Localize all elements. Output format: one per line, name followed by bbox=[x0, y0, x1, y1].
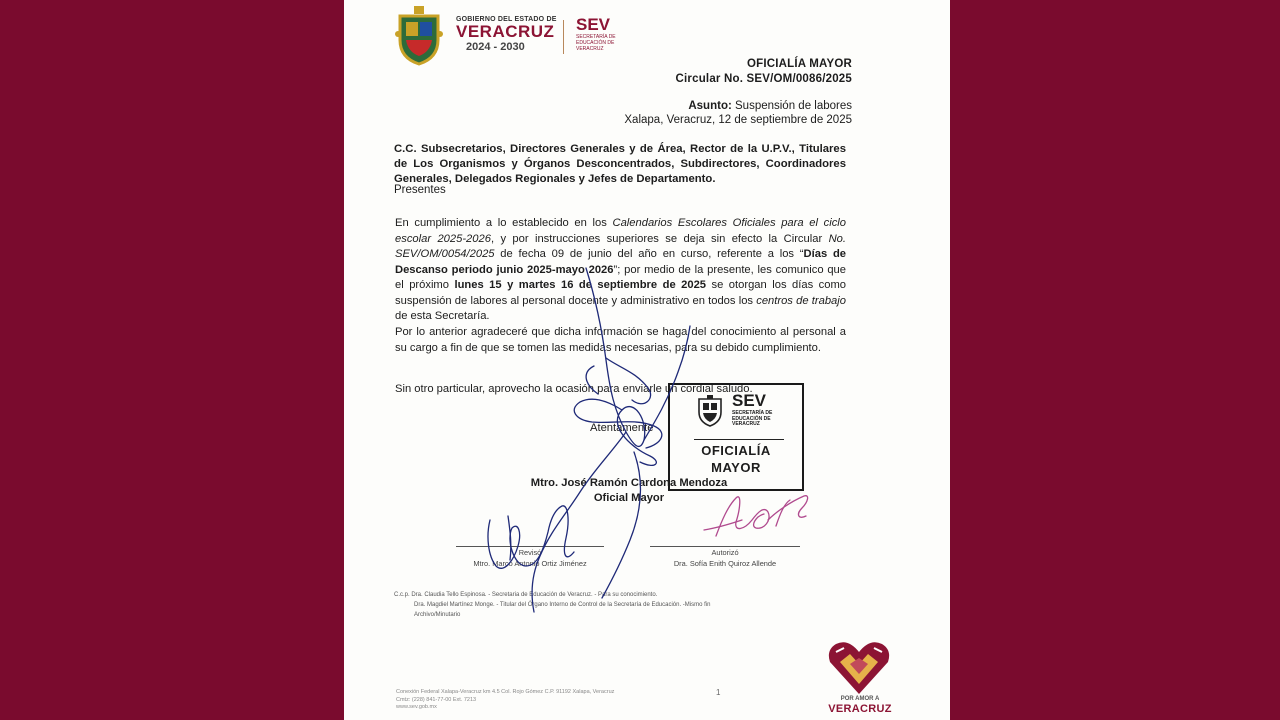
stamp-line1: OFICIALÍA bbox=[701, 443, 771, 458]
page-number: 1 bbox=[716, 688, 721, 697]
official-stamp bbox=[668, 383, 804, 491]
office-heading: OFICIALÍA MAYOR bbox=[746, 58, 852, 70]
p2-b: debido cumplimiento. bbox=[715, 341, 821, 354]
p1-h: lunes 15 y martes 16 de septiembre de 2025 bbox=[454, 279, 707, 291]
veracruz-seal-icon bbox=[394, 6, 444, 66]
government-line2: VERACRUZ bbox=[456, 22, 555, 41]
sev-logo bbox=[576, 16, 620, 52]
p1-a: En cumplimiento a lo establecido en los bbox=[395, 217, 613, 229]
amor-line2: VERACRUZ bbox=[828, 703, 892, 715]
header-divider bbox=[563, 20, 564, 54]
closing: Atentamente bbox=[590, 422, 654, 434]
p1-k: de esta Secretaría. bbox=[395, 310, 490, 322]
body-paragraph-3: Sin otro particular, aprovecho la ocasión para enviarle un cordial saludo. bbox=[395, 383, 753, 395]
stamp-line2: MAYOR bbox=[711, 460, 761, 475]
amor-line1: POR AMOR A bbox=[840, 696, 880, 702]
document-page bbox=[344, 0, 950, 720]
footer-line2: Cmtz: (228) 841-77-00 Ext. 7213 bbox=[396, 696, 477, 703]
ccp-line: Dra. Magdiel Martínez Monge. - Titular del Órgano Interno de Control de la Secretaría de Educación. -Mismo fin bbox=[414, 602, 711, 608]
government-logo bbox=[456, 16, 557, 53]
subject-line bbox=[688, 100, 852, 112]
p1-d: No. SEV/OM/0054/2025 bbox=[395, 232, 846, 260]
government-line1: GOBIERNO DEL ESTADO DE bbox=[456, 16, 557, 23]
p1-f: Días de Descanso periodo junio 2025-mayo 2026 bbox=[395, 248, 846, 276]
stamp-seal-icon bbox=[696, 395, 724, 427]
body-paragraph-2 bbox=[395, 325, 846, 356]
p2-a: Por lo anterior agradeceré que dicha información se haga del conocimiento al personal a su cargo a fin de que se tomen las medidas necesarias, para su bbox=[395, 326, 846, 354]
p1-i: se otorgan los días como suspensión de labores al personal docente y administrativo en todos los bbox=[395, 279, 847, 307]
sev-title: SEV bbox=[576, 15, 611, 34]
reviewed-label: Revisó bbox=[518, 548, 542, 557]
stamp-title: SEV bbox=[732, 391, 767, 410]
p1-c: , y por instrucciones superiores se deja sin efecto la Circular bbox=[490, 232, 829, 245]
subject-text: Suspensión de labores bbox=[735, 100, 852, 112]
p1-b: Calendarios Escolares Oficiales para el ciclo escolar 2025-2026 bbox=[395, 217, 847, 245]
body-paragraph-1 bbox=[395, 216, 846, 325]
p1-j: centros de trabajo bbox=[756, 294, 846, 307]
signer-title: Oficial Mayor bbox=[593, 492, 665, 504]
copies-list bbox=[394, 590, 710, 620]
heart-logo-icon bbox=[826, 640, 892, 696]
p1-g: ”; por medio de la presente, les comunico que el próximo bbox=[395, 263, 846, 291]
signer-block bbox=[484, 476, 774, 506]
presentes: Presentes bbox=[394, 184, 446, 196]
footer-line1: Conexión Federal Xalapa-Veracruz km 4.5 Col. Rojo Gómez C.P. 91192 Xalapa, Veracruz bbox=[396, 689, 615, 695]
signer-name: Mtro. José Ramón Cardona Mendoza bbox=[530, 477, 728, 489]
reviewed-signature-line bbox=[456, 546, 604, 547]
amor-veracruz-text bbox=[822, 694, 898, 714]
reviewed-name: Mtro. Marco Antonio Ortiz Jiménez bbox=[473, 559, 587, 568]
stamp-subtitle: SECRETARÍA DE EDUCACIÓN DE VERACRUZ bbox=[732, 410, 773, 427]
authorized-label: Autorizó bbox=[711, 548, 739, 557]
recipients: C.C. Subsecretarios, Directores Generales y de Área, Rector de la U.P.V., Titulares de Los Organismos y Órganos Desconcentrados, Subdirectores, Coordinadores Generales, Delegados Regionales y Jefes de Departamento. bbox=[394, 143, 846, 185]
subject-label: Asunto: bbox=[688, 100, 732, 112]
address-footer bbox=[396, 689, 614, 712]
circular-number: Circular No. SEV/OM/0086/2025 bbox=[675, 73, 852, 85]
place-date: Xalapa, Veracruz, 12 de septiembre de 2025 bbox=[624, 114, 852, 126]
government-line3: 2024 - 2030 bbox=[466, 41, 525, 53]
p1-e: de fecha 09 de junio del año en curso, referente a los “ bbox=[494, 248, 804, 260]
ccp-line: Archivo/Minutario bbox=[414, 612, 461, 618]
authorized-name: Dra. Sofía Enith Quiroz Allende bbox=[673, 559, 777, 568]
footer-line3: www.sev.gob.mx bbox=[396, 704, 437, 710]
stamp-divider bbox=[694, 439, 784, 440]
authorized-signature-line bbox=[650, 546, 800, 547]
sev-subtitle: SECRETARÍA DE EDUCACIÓN DE VERACRUZ bbox=[576, 34, 616, 52]
ccp-line: C.c.p. Dra. Claudia Tello Espinosa. - Secretaria de Educación de Veracruz. - Para su conocimiento. bbox=[394, 592, 658, 598]
